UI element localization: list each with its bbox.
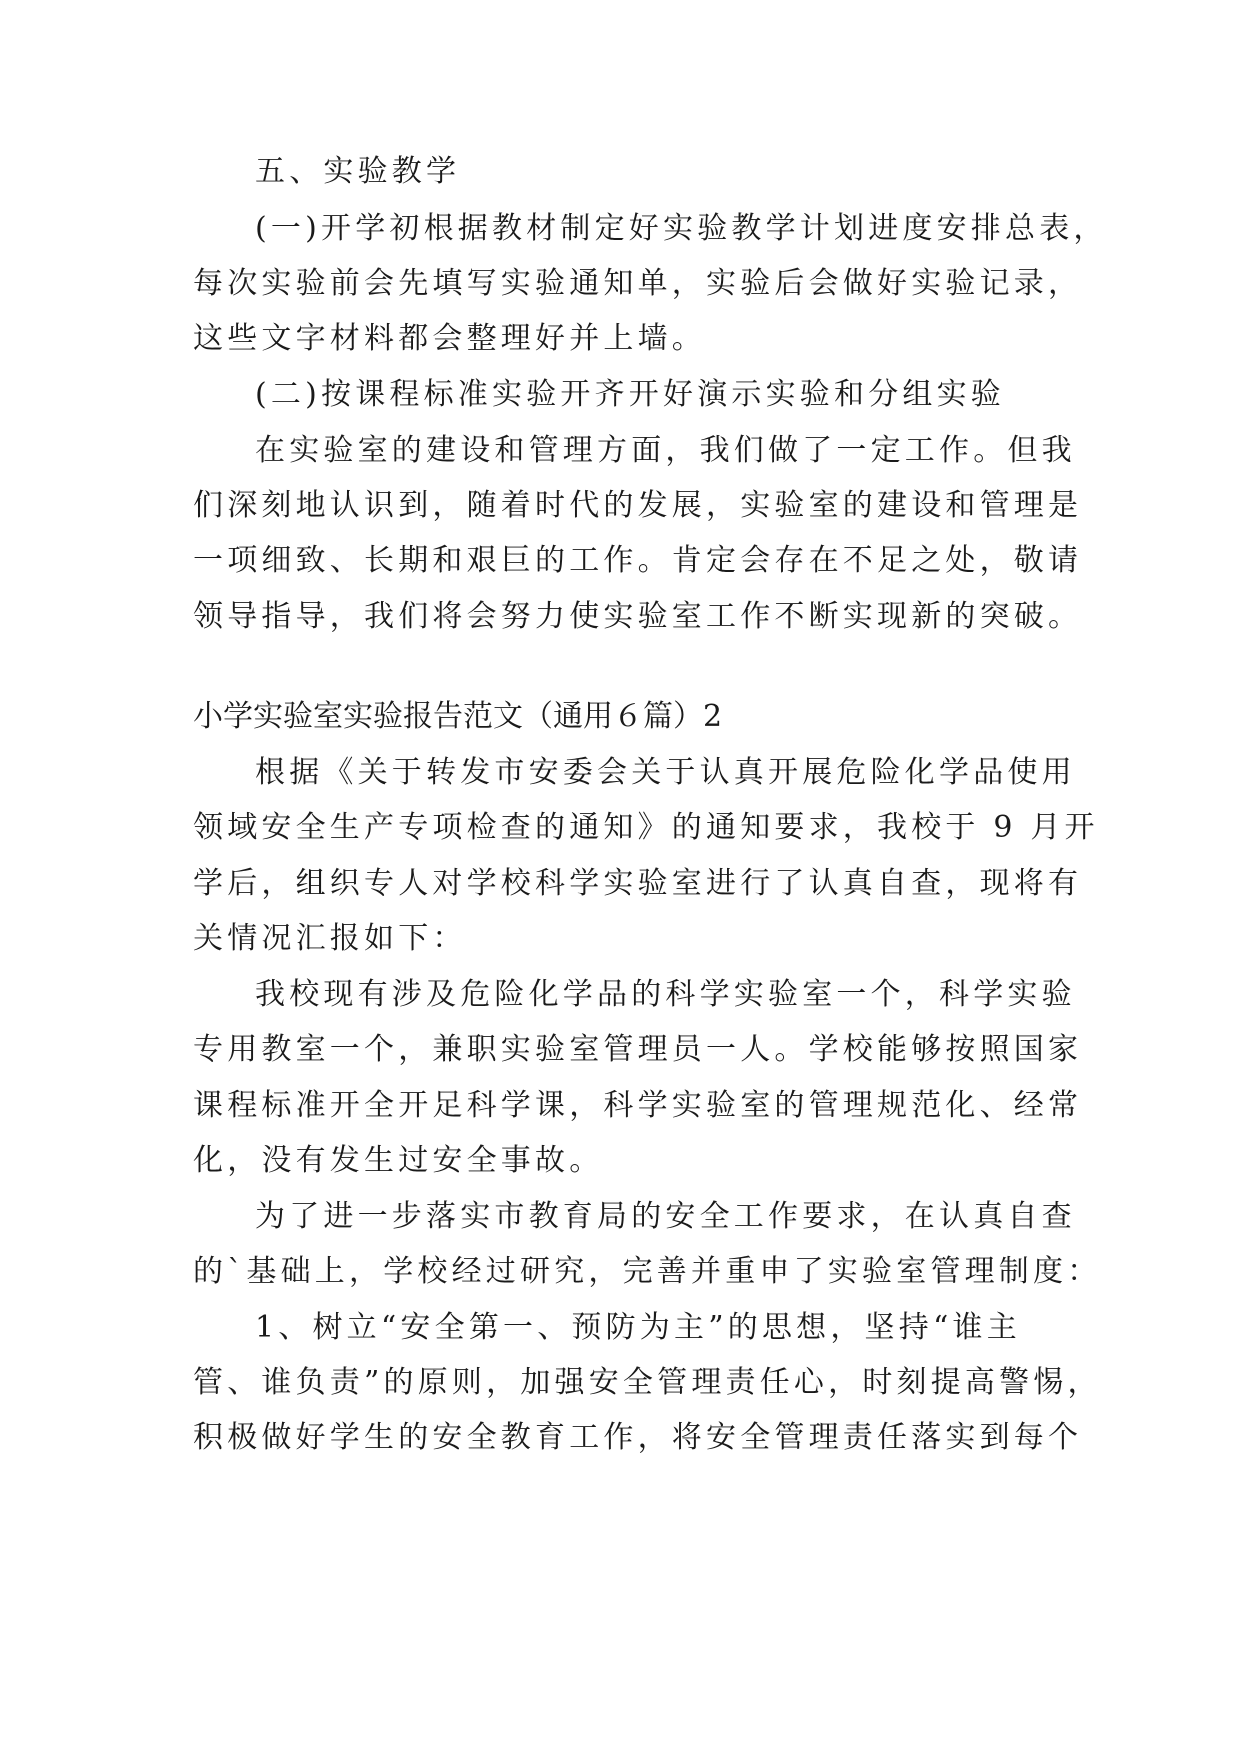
paragraph-line: 管、谁负责”的原则，加强安全管理责任心，时刻提高警惕， xyxy=(193,1365,1102,1400)
paragraph-line: 我校现有涉及危险化学品的科学实验室一个，科学实验 xyxy=(255,977,1076,1012)
paragraph-line: 的`基础上，学校经过研究，完善并重申了实验室管理制度： xyxy=(193,1254,1102,1289)
paragraph-line: 为了进一步落实市教育局的安全工作要求，在认真自查 xyxy=(255,1199,1076,1234)
paragraph-line: 一项细致、长期和艰巨的工作。肯定会存在不足之处，敬请 xyxy=(193,543,1083,578)
paragraph-line: 课程标准开全开足科学课，科学实验室的管理规范化、经常 xyxy=(193,1088,1083,1123)
paragraph-line: (一)开学初根据教材制定好实验教学计划进度安排总表， xyxy=(255,211,1108,246)
paragraph-line: 积极做好学生的安全教育工作，将安全管理责任落实到每个 xyxy=(193,1420,1083,1455)
paragraph-line: 领导指导，我们将会努力使实验室工作不断实现新的突破。 xyxy=(193,599,1083,634)
paragraph-line: 专用教室一个，兼职实验室管理员一人。学校能够按照国家 xyxy=(193,1032,1083,1067)
paragraph-line: 化，没有发生过安全事故。 xyxy=(193,1143,604,1178)
paragraph-line: 们深刻地认识到，随着时代的发展，实验室的建设和管理是 xyxy=(193,488,1083,523)
paragraph-line: 每次实验前会先填写实验通知单，实验后会做好实验记录， xyxy=(193,266,1083,301)
paragraph-line: (二)按课程标准实验开齐开好演示实验和分组实验 xyxy=(255,377,1006,412)
paragraph-line: 这些文字材料都会整理好并上墙。 xyxy=(193,321,706,356)
paragraph-line: 1、树立“安全第一、预防为主”的思想，坚持“谁主 xyxy=(255,1310,1021,1345)
paragraph-line: 关情况汇报如下： xyxy=(193,921,467,956)
paragraph-line: 领域安全生产专项检查的通知》的通知要求，我校于 9 月开 xyxy=(193,810,1099,845)
paragraph-line: 学后，组织专人对学校科学实验室进行了认真自查，现将有 xyxy=(193,866,1083,901)
paragraph-line: 根据《关于转发市安委会关于认真开展危险化学品使用 xyxy=(255,755,1076,790)
document-title: 小学实验室实验报告范文（通用６篇）2 xyxy=(193,699,723,734)
section-heading: 五、实验教学 xyxy=(255,154,461,189)
paragraph-line: 在实验室的建设和管理方面，我们做了一定工作。但我 xyxy=(255,433,1076,468)
